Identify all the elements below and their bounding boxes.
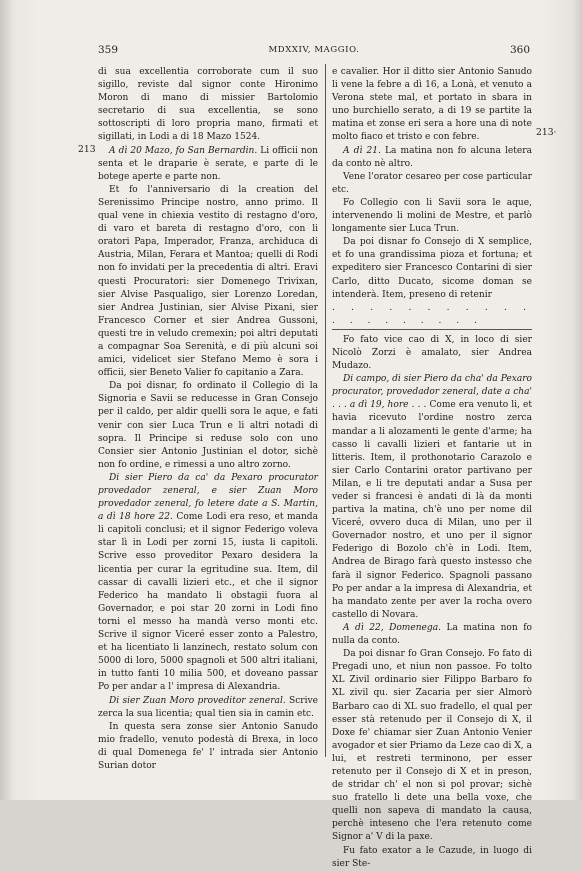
paragraph xyxy=(332,845,532,871)
paragraph-text: In questa sera zonse sier Antonio Sanudo mio fradello, venuto podestà di Brexa, in loco di qual Domenega fe' l' intrada sier Antonio Surian dotor xyxy=(98,721,318,771)
paragraph xyxy=(332,334,532,373)
paragraph xyxy=(98,472,318,695)
italic-heading: Di sier Zuan Moro proveditor zeneral. xyxy=(109,695,286,706)
separator-line xyxy=(332,329,532,330)
paragraph-text: Scrive zerca la sua licentia; qual tien sia in camin etc. xyxy=(98,695,318,719)
paragraph xyxy=(332,302,532,328)
italic-heading: A dì 21. xyxy=(343,145,381,156)
paragraph xyxy=(332,145,532,171)
paragraph-text: . . . . . . . . . . . . . . . . . . . . xyxy=(332,302,532,326)
paragraph-text: La matina non fo nulla da conto. xyxy=(332,622,532,647)
italic-heading: Di campo, di sier Piero da cha' da Pexaro procurator, provedador zeneral, date a cha' . . . a dì 19, hore . . . xyxy=(332,374,532,411)
paragraph-text: Et fo l'anniversario di la creation del Serenissimo Principe nostro, anno primo. Il qual vene in chiexia vestito di restagno d'oro, di varo et bareta di restagno d'oro, con li oratori Papa, Imperador, Franza, archiduca di Austria, Milan, Ferara et Mantoa; quelli di Rodi non fo invidati per la precedentia di altri. Eravi questi Procuratori: sier Domenego Trivixan, sier Alvise Pasqualigo, sier Lorenzo Loredan, sier Andrea Justinian, sier Alvise Pixani, sier Francesco Corner et sier Andrea Gussoni, questi tre in veludo cremexin; poi altri deputati a compagnar Soa Serenità, e di più alcuni soi amici, videlicet sier Stefano Memo è sora i officii, sier Beneto Valier fo capitanio a Zara. xyxy=(98,184,318,379)
paragraph-text: di sua excellentia corroborate cum il suo sigillo, reviste dal signor conte Hironimo Moron di mano di missier Bartolomio secretario di sua excellentia, se sono sottoscripti di loro propria mano, firmati et sigillati, in Lodi a di 18 Mazo 1524. xyxy=(98,67,318,143)
paragraph-text: Fu fato exator a le Cazude, in luogo di sier Ste- xyxy=(332,845,532,869)
paragraph xyxy=(98,184,318,380)
column-divider xyxy=(325,64,326,757)
paragraph xyxy=(332,171,532,197)
paragraph xyxy=(98,66,318,145)
paragraph-text: Da poi disnar fo Consejo di X semplice, et fo una grandissima pioza et fortuna; et expeditero sier Francesco Contarini di sier Carlo, ditto Ducato, sicome doman se intenderà. Item, preseno di retenir xyxy=(332,237,532,300)
paragraph xyxy=(332,66,532,145)
paragraph-text: Da poi disnar, fo ordinato il Collegio di la Signoria e Savii se reducesse in Gran Consejo per il caldo, per aldir quelli sora le aque, e fati venir con sier Luca Trun e li altri notadi di sopra. Il Principe si reduse solo con uno Consier sier Antonio Justinian el dotor, sichè non fo ordine, e rimessi a uno altro zorno. xyxy=(98,381,318,470)
paragraph xyxy=(332,648,532,844)
page-header xyxy=(98,44,530,60)
paragraph-text: Fo Collegio con li Savii sora le aque, intervenendo li molini de Mestre, et parlò longamente sier Luca Trun. xyxy=(332,197,532,235)
italic-heading: A dì 22, Domenega. xyxy=(343,622,441,633)
paragraph-text: Fo fato vice cao di X, in loco di sier Nicolò Zorzi è amalato, sier Andrea Mudazo. xyxy=(332,334,532,372)
paragraph xyxy=(98,721,318,773)
margin-number-right: 213· xyxy=(536,127,557,138)
paragraph-text: Come era venuto li, et havia ricevuto l'ordine nostro zerca mandar a li alozamenti le gente d'arme; ha casso li cavalli lizieri et fantarie ut in litteris. Item, il prothonotario Carazolo e sier Carlo Contarini orator partivano per Milan, e li tre deputati andar a Susa per veder si francesi è andati di là da monti partiva la matina, ch'è uno per nome dil Viceré, ovvero duca di Milan, uno per il Governador nostro, et uno per il signor Federigo di Bozolo ch'è in Lodi. Item, Andrea de Birago farà questo instesso che farà il signor Federico. Spagnoli passano Po per andar a la impresa di Alexandria, et ha mandato zente per aver la rocha overo castello di Novara. xyxy=(332,400,532,620)
page-number-left: 359 xyxy=(98,44,119,56)
paragraph xyxy=(332,197,532,236)
paragraph-text: e cavalier. Hor il ditto sier Antonio Sanudo li vene la febre a dì 16, a Lonà, et venuto a Verona stete mal, et portato in sbara in uno burchiello serato, a di 19 se partite la matina et zonse eri sera a hore una di note molto fiaco et tristo e con febre. xyxy=(332,67,532,143)
paragraph-text: Da poi disnar fo Gran Consejo. Fo fato di Pregadi uno, et niun non passoe. Fo tolto XL Zivil ordinario sier Filippo Barbaro fo XL zivil qu. sier Zacaria per sier Almorò Barbaro cao di XL suo fradello, el qual per esser stà retenudo per il Consejo di X, il Doxe fe' chiamar sier Zuan Antonio Venier avogador et sier Priamo da Leze cao di X, a lui, et restreti terminono, per esser retenuto per il Consejo di X et in preson, de stridar ch' el non si pol provar; sichè suo fratello li dete una bella voxe, che quelli non sapeva di mandato la causa, perchè inteseno che l'era retenuto come Signor a' V di la paxe. xyxy=(332,649,532,843)
paragraph xyxy=(332,373,532,622)
margin-number-left: 213 xyxy=(78,144,96,155)
running-title: MDXXIV, MAGGIO. xyxy=(268,45,360,55)
italic-heading: Di sier Piero da ca' da Pexaro procurator provedador zeneral, e sier Zuan Moro provedador zeneral, fo letere date a S. Martin, a dì 18 hore 22. xyxy=(98,472,318,523)
page-number-right: 360 xyxy=(509,44,530,56)
paragraph xyxy=(332,236,532,301)
paragraph-text: Vene l'orator cesareo per cose particular etc. xyxy=(332,171,532,195)
paragraph xyxy=(98,695,318,721)
paragraph-text: Li officii non senta et le draparie è serate, e parte di le botege aperte e parte non. xyxy=(98,145,318,182)
italic-heading: A dì 20 Mazo, fo San Bernardin. xyxy=(109,145,258,156)
paragraph xyxy=(98,145,318,184)
paragraph xyxy=(98,380,318,472)
paragraph-text: Come Lodi era reso, et manda li capitoli conclusi; et il signor Federigo voleva star lì in Lodi per zorni 15, iusta li capitoli. Scrive esso proveditor Pexaro desidera la licentia per curar la egritudine sua. Item, dil cassar di cavalli lizieri etc., et che il signor Federico ha mandato li obstagii fuora al Governador, e poi star 20 zorni in Lodi fino torni el messo ha mandà verso monti etc. Scrive il signor Viceré esser zonto a Palestro, et ha licentiato li lanzinech, restato solum con 5000 di loro, 5000 spagnoli et 500 altri italiani, in tutto fanti 10 milia 500, et doveano passar Po per andar a l' impresa di Alexandria. xyxy=(98,512,318,693)
paragraph xyxy=(332,622,532,648)
left-text-column xyxy=(98,66,318,771)
paragraph-text: La matina non fo alcuna letera da conto nè altro. xyxy=(332,145,532,169)
right-text-column xyxy=(332,66,532,869)
